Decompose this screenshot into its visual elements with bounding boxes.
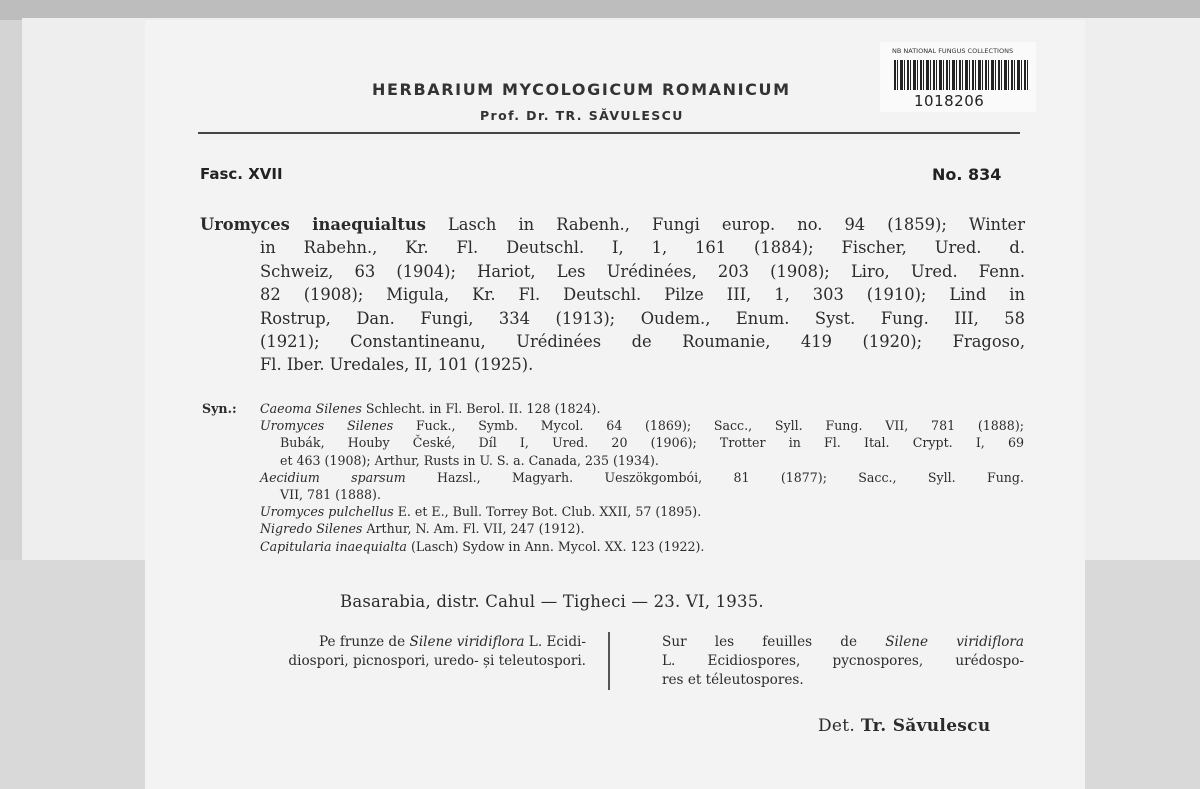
herbarium-subtitle: Prof. Dr. TR. SĂVULESCU [480,108,684,123]
synonym-entry: Uromyces Silenes Fuck., Symb. Mycol. 64 (1869); Sacc., Syll. Fung. VII, 781 (1888); [260,418,1024,434]
synonym-name: Uromyces Silenes [260,418,394,434]
background-top [0,0,1200,20]
fascicle-number: Fasc. XVII [200,165,283,183]
host-plant: Silene viridiflora [885,634,1024,650]
barcode-caption: NB NATIONAL FUNGUS COLLECTIONS [892,47,1014,55]
specimen-number: No. 834 [932,165,1002,184]
determiner-name: Tr. Săvulescu [860,716,991,736]
synonym-entry: Nigredo Silenes Arthur, N. Am. Fl. VII, 247 (1912). [260,521,585,537]
collection-locality: Basarabia, distr. Cahul — Tigheci — 23. VI, 1935. [340,592,764,611]
host-line: res et téleutospores. [662,672,804,688]
synonym-name: Aecidium sparsum [260,469,406,485]
synonym-entry: Aecidium sparsum Hazsl., Magyarh. Ueszökgombói, 81 (1877); Sacc., Syll. Fung. [260,469,1024,485]
citation-line: Fl. Iber. Uredales, II, 101 (1925). [260,355,534,375]
synonym-name: Caeoma Silenes [260,401,362,416]
species-name: Uromyces inaequialtus [200,215,426,234]
barcode-number: 1018206 [914,92,985,110]
citation-line: 82 (1908); Migula, Kr. Fl. Deutschl. Pilze III, 1, 303 (1910); Lind in [260,285,1025,305]
synonym-name: Uromyces pulchellus [260,504,394,520]
synonym-entry: Uromyces pulchellus E. et E., Bull. Torrey Bot. Club. XXII, 57 (1895). [260,504,702,520]
header-rule [198,132,1020,134]
citation-line: Schweiz, 63 (1904); Hariot, Les Urédinées, 203 (1908); Liro, Ured. Fenn. [260,261,1025,281]
synonym-name: Capitularia inaequialta [260,538,407,554]
host-line: Sur les feuilles de Silene viridiflora [662,634,1024,650]
synonyms-label: Syn.: [202,401,237,416]
synonym-line: et 463 (1908); Arthur, Rusts in U. S. a. Canada, 235 (1934). [280,452,659,468]
barcode-icon [894,60,1028,90]
synonym-entry: Capitularia inaequialta (Lasch) Sydow in Ann. Mycol. XX. 123 (1922). [260,538,705,554]
citation-line: Uromyces inaequialtus Lasch in Rabenh., Fungi europ. no. 94 (1859); Winter [200,215,1025,234]
synonym-entry: Syn.: Caeoma Silenes Schlecht. in Fl. Berol. II. 128 (1824). [202,401,601,416]
host-french [662,633,1024,690]
host-line: L. Ecidiospores, pycnospores, urédospo- [662,653,1024,669]
host-line: Pe frunze de Silene viridiflora L. Ecidi- [318,634,586,650]
background-left-strip [0,20,22,560]
main-citation [200,213,1025,377]
synonyms-block [202,400,1024,555]
synonym-line: Bubák, Houby České, Díl I, Ured. 20 (1906); Trotter in Fl. Ital. Crypt. I, 69 [280,435,1024,451]
host-line: diospori, picnospori, uredo- și teleutospori. [288,653,586,669]
citation-line: Rostrup, Dan. Fungi, 334 (1913); Oudem., Enum. Syst. Fung. III, 58 [260,308,1025,328]
citation-line: in Rabehn., Kr. Fl. Deutschl. I, 1, 161 (1884); Fischer, Ured. d. [260,238,1025,258]
host-romanian [228,633,586,671]
herbarium-title: HERBARIUM MYCOLOGICUM ROMANICUM [372,80,791,99]
column-divider [608,632,610,690]
citation-line: (1921); Constantineanu, Urédinées de Roumanie, 419 (1920); Fragoso, [260,332,1025,352]
determiner: Det. Tr. Săvulescu [818,716,991,736]
synonym-name: Nigredo Silenes [260,521,363,537]
synonym-line: VII, 781 (1888). [280,487,381,503]
host-plant: Silene viridiflora [409,634,525,650]
